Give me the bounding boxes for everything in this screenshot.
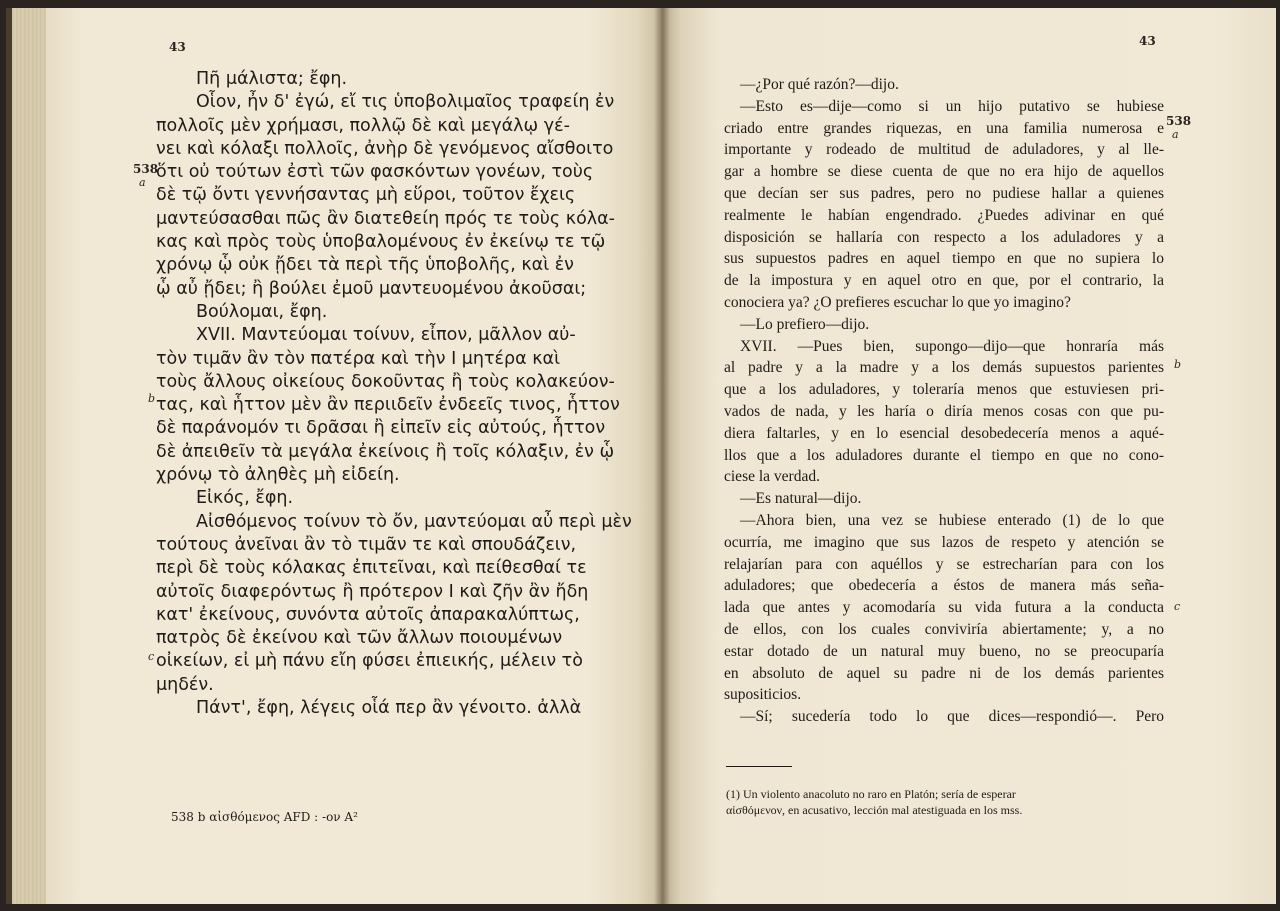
greek-line: Αἰσθόμενος τοίνυν τὸ ὄν, μαντεύομαι αὖ περὶ μὲν [196, 511, 632, 532]
spanish-line: —Es natural—dijo. [740, 490, 862, 508]
spanish-line: supositicios. [724, 686, 802, 704]
spanish-line: en absoluto de aquel su padre ni de los demás parientes [724, 664, 1164, 682]
spanish-line: —¿Por qué razón?—dijo. [740, 76, 899, 93]
spanish-line: ocurría, me imagino que sus lazos de respeto y atención se [724, 533, 1164, 551]
greek-line: τούτους ἀνεῖναι ἂν τὸ τιμᾶν τε καὶ σπουδάζειν, [156, 534, 577, 555]
spanish-line: criado entre grandes riquezas, en una familia numerosa e [724, 119, 1164, 137]
spanish-line: al padre y a la madre y a los demás supuestos parientes [724, 359, 1164, 377]
footnote-line: αἰσθόμενον, en acusativo, lección mal atestiguada en los mss. [726, 803, 1023, 817]
greek-line: μαντεύσασθαι πῶς ἂν διατεθείη πρός τε τοὺς κόλα- [156, 208, 615, 229]
right-margin-c [1168, 600, 1180, 613]
spanish-line: que a los aduladores, y toleraría menos que estuviesen pri- [724, 381, 1164, 399]
margin-letter-c: c [1174, 600, 1181, 613]
greek-line: Οἷον, ἦν δ' ἐγώ, εἴ τις ὑποβολιμαῖος τραφείη ἐν [196, 92, 615, 113]
greek-line: δὲ ἀπειθεῖν τὰ μεγάλα ἐκείνοις ἢ τοῖς κόλαξιν, ἐν ᾧ [156, 441, 615, 462]
greek-line: περὶ δὲ τοὺς κόλακας ἐπιτεῖναι, καὶ πείθεσθαί τε [156, 558, 587, 579]
greek-line: ὅτι οὐ τούτων ἐστὶ τῶν φασκόντων γονέων, τοὺς [156, 162, 594, 183]
spanish-line: relajarían para con aquéllos y se estrecharían para con los [724, 555, 1164, 573]
margin-number: 538 [1166, 114, 1192, 128]
footnote-rule [726, 766, 792, 767]
greek-line: Εἰκός, ἔφη. [196, 488, 294, 509]
greek-line: κατ' ἐκείνους, συνόντα αὐτοῖς ἀπαρακαλύπτως, [156, 604, 580, 625]
spanish-line: —Ahora bien, una vez se hubiese enterado (1) de lo que [740, 511, 1164, 529]
greek-line: Βούλομαι, ἔφη. [196, 301, 328, 322]
greek-line: χρόνῳ τὸ ἀληθὲς μὴ εἰδείη. [156, 465, 400, 486]
left-margin-538-a [133, 162, 158, 189]
spanish-line: —Esto es—dije—como si un hijo putativo se hubiese [740, 97, 1164, 115]
book-scan [6, 8, 1276, 904]
greek-text-block [156, 68, 632, 720]
margin-letter-a: a [1172, 128, 1179, 141]
spanish-line: aduladores; que obedecería a éstos de manera más seña- [724, 577, 1164, 595]
greek-line: κας καὶ πρὸς τοὺς ὑποβαλομένους ἐν ἐκείνῳ τε τῷ [156, 232, 606, 253]
spanish-line: estar dotado de un natural muy bueno, no se preocuparía [724, 642, 1164, 660]
spanish-line: lada que antes y acomodaría su vida futura a la conducta [724, 599, 1164, 617]
spanish-line: que decían ser sus padres, pero no pudiese hallar a quienes [724, 184, 1164, 202]
cover-edge [6, 8, 12, 904]
right-page-number: 43 [1139, 34, 1156, 48]
greek-line: πολλοῖς μὲν χρήμασι, πολλῷ δὲ καὶ μεγάλῳ γέ- [156, 115, 570, 136]
spanish-line: —Sí; sucedería todo lo que dices—respondió—. Pero [740, 708, 1164, 726]
spanish-line: disposición se hallaría con respecto a los aduladores y a [724, 228, 1164, 246]
margin-number: 538 [133, 162, 159, 176]
spanish-line: gar a hombre se diese cuenta de que no era hijo de aquellos [724, 163, 1164, 181]
spanish-line: sus supuestos padres en aquel tiempo en que no supiera lo [724, 250, 1164, 268]
greek-line: νει καὶ κόλαξι πολλοῖς, ἀνὴρ δὲ γενόμενος αἴσθοιτο [156, 138, 614, 159]
spanish-line: diera faltarles, y en lo esencial desobedecería menos a aqué- [724, 424, 1164, 442]
greek-line: τὸν τιμᾶν ἂν τὸν πατέρα καὶ τὴν Ι μητέρα καὶ [156, 348, 560, 369]
greek-line: δὲ τῷ ὄντι γεννήσαντας μὴ εὕροι, τοῦτον ἔχεις [156, 185, 576, 206]
spanish-line: ciese la verdad. [724, 468, 820, 486]
margin-letter-b: b [148, 392, 156, 405]
left-margin-b [142, 392, 155, 405]
greek-line: δὲ παράνομόν τι δρᾶσαι ἢ εἰπεῖν εἰς αὐτούς, ἧττον [156, 418, 606, 439]
greek-line: χρόνῳ ᾧ οὐκ ᾔδει τὰ περὶ τῆς ὑποβολῆς, καὶ ἐν [156, 255, 574, 276]
greek-line: τοὺς ἄλλους οἰκείους δοκοῦντας ἢ τοὺς κολακεύον- [156, 371, 615, 392]
greek-line: πατρὸς δὲ ἐκείνου καὶ τῶν ἄλλων ποιουμένων [156, 628, 563, 649]
book-gutter [654, 8, 670, 904]
greek-line: αὐτοῖς διαφερόντως ἢ πρότερον Ι καὶ ζῆν ἂν ἤδη [156, 581, 589, 602]
spanish-line: conociera ya? ¿O prefieres escuchar lo que yo imagino? [724, 293, 1071, 311]
greek-line: οἰκείων, εἰ μὴ πάνυ εἴη φύσει ἐπιεικής, μέλειν τὸ [156, 651, 583, 672]
greek-line: XVII. Μαντεύομαι τοίνυν, εἶπον, μᾶλλον αὐ- [196, 325, 576, 346]
left-margin-c [142, 650, 154, 663]
greek-line: μηδέν. [156, 674, 214, 695]
greek-line: Πάντ', ἔφη, λέγεις οἷά περ ἂν γένοιτο. ἀλλὰ [196, 698, 582, 719]
right-footnote [726, 786, 1166, 818]
spanish-line: de ellos, con los cuales conviviría abiertamente; y, a no [724, 620, 1164, 638]
greek-line: ᾧ αὖ ᾔδει; ἢ βούλει ἐμοῦ μαντευομένου ἀκοῦσαι; [156, 278, 587, 299]
greek-line: τας, καὶ ἧττον μὲν ἂν περιιδεῖν ἐνδεεῖς τινος, ἧττον [156, 395, 620, 416]
spanish-text-block [724, 74, 1164, 728]
spanish-line: —Lo prefiero—dijo. [740, 315, 870, 333]
spanish-line: vados de nada, y les haría o diría menos cosas con que pu- [724, 402, 1164, 420]
spanish-line: importante y rodeado de multitud de aduladores, y al lle- [724, 141, 1164, 159]
right-margin-b [1168, 358, 1181, 371]
margin-letter-c: c [148, 650, 155, 663]
greek-line: Πῆ μάλιστα; ἔφη. [196, 69, 348, 89]
left-footnote: 538 b αἰσθόμενος AFD : -ον A² [171, 810, 358, 824]
margin-letter-b: b [1174, 358, 1182, 371]
spanish-line: llos que a los aduladores durante el tiempo en que no cono- [724, 446, 1164, 464]
page-edges [6, 8, 46, 904]
spanish-line: realmente le habían engendrado. ¿Puedes adivinar en qué [724, 206, 1164, 224]
margin-letter-a: a [139, 176, 146, 189]
spanish-line: XVII. —Pues bien, supongo—dijo—que honraría más [740, 337, 1164, 355]
spanish-line: de la impostura y en aquel otro en que, por el contrario, la [724, 272, 1164, 290]
right-margin-538-a [1166, 114, 1191, 141]
footnote-line: (1) Un violento anacoluto no raro en Platón; sería de esperar [726, 787, 1016, 801]
left-page-number: 43 [169, 40, 186, 54]
